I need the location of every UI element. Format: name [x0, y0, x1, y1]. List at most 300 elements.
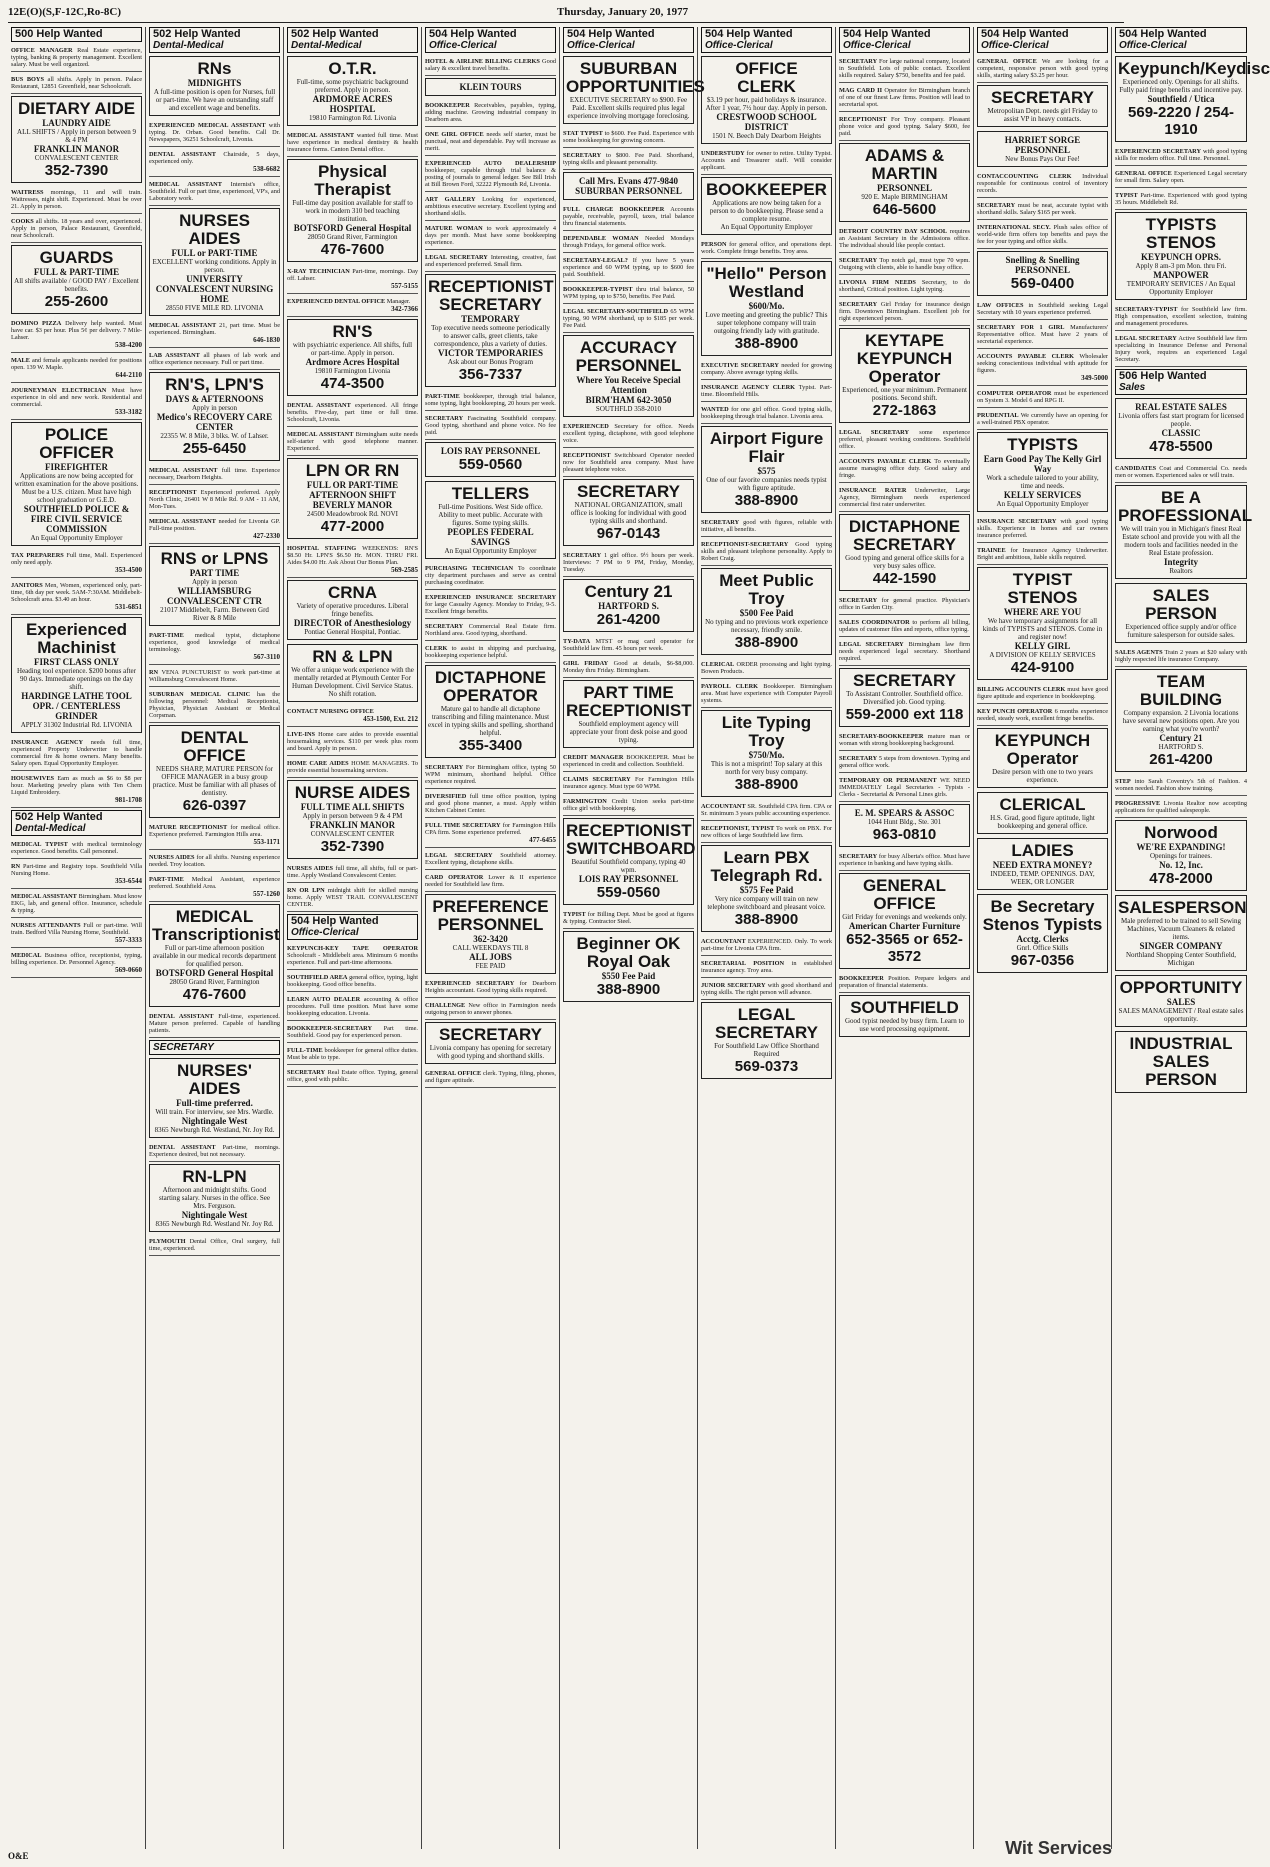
classified-column: [146, 27, 284, 1849]
section-header: [149, 27, 280, 53]
ad-body: [701, 541, 832, 562]
ad-body: [563, 552, 694, 573]
ad-lead: SECRETARY: [563, 552, 602, 559]
classified-ad: [287, 400, 418, 427]
display-ad: [1115, 485, 1253, 579]
display-phone: 355-3400: [458, 737, 523, 754]
ad-lead: LAB ASSISTANT: [149, 352, 200, 359]
display-address: 8365 Newburgh Rd. Westland Nr. Joy Rd.: [155, 1220, 274, 1228]
ad-body: [425, 58, 556, 72]
display-ad: [1115, 212, 1247, 300]
display-ad: [425, 665, 556, 758]
ad-lead: DENTAL ASSISTANT: [287, 402, 351, 409]
display-headline: OFFICE CLERK: [735, 59, 798, 96]
ad-lead: PRUDENTIAL: [977, 412, 1019, 419]
ad-lead: LIVONIA FIRM NEEDS: [839, 279, 916, 286]
ad-text: Top notch gal, must type 70 wpm. Outgoing with clients, able to handle busy office.: [839, 257, 970, 271]
display-headline: LADIES: [1011, 841, 1074, 860]
section-header: [287, 914, 418, 940]
classified-ad: [149, 630, 280, 665]
ad-lead: MEDICAL ASSISTANT: [149, 322, 217, 329]
display-phone: 569-0400: [1010, 275, 1075, 292]
ad-text: mornings, 11 and will train. Waitresses, night shift. Experienced. Must be over 21. Apply in person.: [11, 189, 142, 210]
section-title: 502 Help Wanted: [153, 28, 241, 40]
ad-text: Earn as much as $6 to $8 per hour. Marketing jewelry plans with Ten Chem Liquid Embroidery.: [11, 775, 143, 796]
classified-ad: [701, 517, 832, 537]
ad-lead: HOUSEWIVES: [11, 775, 55, 782]
display-body: Love meeting and greeting the public? This super telephone company will train outgoing friendly lady with gratitude.: [705, 311, 828, 335]
ad-body: [563, 257, 694, 278]
classified-ad: [701, 539, 832, 566]
display-body: 920 E. Maple BIRMINGHAM: [861, 193, 948, 201]
ad-lead: CONTACT NURSING OFFICE: [287, 708, 374, 715]
ad-body: [839, 853, 970, 867]
display-subhead: KLEIN TOURS: [459, 82, 522, 92]
display-phone: 388-8900: [734, 634, 799, 651]
ad-body: [425, 131, 556, 152]
ad-body: [839, 597, 970, 611]
display-headline: Learn PBX Telegraph Rd.: [710, 848, 823, 885]
ad-body: [149, 322, 280, 336]
ad-body: [11, 952, 142, 966]
classified-ad: [977, 388, 1108, 408]
ad-body: [839, 641, 970, 662]
ad-text: for one girl office. Good typing skills, bookkeeping through trial balance. Livonia area.: [701, 406, 832, 420]
classified-ad: [11, 773, 142, 808]
display-body: Metropolitan Dept. needs girl Friday to assist VP in heavy contacts.: [987, 107, 1098, 123]
section-subtitle: Dental-Medical: [15, 823, 86, 834]
ad-body: [839, 279, 970, 293]
display-address: An Equal Opportunity Employer: [444, 547, 537, 555]
display-address: 28050 Grand River, Farmington: [169, 978, 260, 986]
display-ad: [425, 894, 556, 974]
ad-text: Commercial Real Estate firm. Northland area. Good typing, shorthand.: [425, 623, 556, 637]
classified-ad: [149, 516, 280, 544]
display-subhead: WE'RE EXPANDING!: [1136, 842, 1226, 852]
display-ad: [149, 1058, 280, 1138]
display-ad: [839, 514, 970, 591]
display-phone: 569-2220 / 254-1910: [1128, 104, 1234, 138]
ad-text: experienced. All fringe benefits. Five-day, part time or full time. Schoolcraft, Livonia.: [287, 402, 419, 423]
ad-body: [149, 489, 280, 510]
ad-body: [563, 206, 694, 227]
ad-body: [425, 565, 556, 586]
display-headline: SECRETARY: [853, 671, 956, 690]
ad-lead: TRAINEE: [977, 547, 1006, 554]
display-ad: [149, 546, 280, 626]
display-ad: [287, 458, 418, 539]
display-ad: [701, 568, 832, 655]
display-ad: [563, 172, 694, 200]
display-company: DIRECTOR of Anesthesiology: [293, 618, 412, 628]
classified-ad: [149, 350, 280, 370]
ad-body: [839, 257, 970, 271]
classified-ad: [839, 299, 970, 326]
classified-ad: [839, 85, 970, 112]
classified-ad: [1115, 304, 1247, 331]
classified-ad: [977, 222, 1108, 249]
ad-lead: COOKS: [11, 218, 34, 225]
ad-lead: BUS BOYS: [11, 76, 44, 83]
display-body: Male preferred to be trained to sell Sewing Machines, Vacuum Cleaners & related items.: [1121, 917, 1241, 941]
display-body: Good typist needed by busy firm. Learn to use word processing equipment.: [845, 1017, 964, 1033]
ad-text: for Southfield law firm. High compensation, excellent selection, training and management procedures.: [1115, 306, 1247, 327]
ad-body: [701, 982, 832, 996]
display-ad: [11, 96, 142, 183]
display-headline: DICTAPHONE OPERATOR: [434, 668, 547, 705]
ad-body: [977, 202, 1108, 216]
ad-text: to $800. Fee Paid. Shorthand, typing skills and pleasant personality.: [563, 152, 694, 166]
display-company: BOTSFORD General Hospital: [155, 968, 274, 978]
ad-body: [563, 754, 694, 768]
ad-lead: SECRETARY FOR 1 GIRL: [977, 324, 1065, 331]
display-phone: 967-0143: [596, 525, 661, 542]
display-company: Nightingale West: [181, 1210, 248, 1220]
display-body: Experienced office supply and/or office furniture salesperson for outside sales.: [1125, 623, 1237, 639]
ad-body: [839, 975, 970, 989]
display-address: SOUTHFLD 358-2010: [595, 405, 662, 413]
display-headline: Meet Public Troy: [719, 571, 814, 608]
display-body: Girl Friday for evenings and weekends only.: [842, 913, 967, 921]
ad-phone: 349-5000: [1081, 374, 1108, 382]
display-subhead: HARRIET SORGE PERSONNEL: [1004, 135, 1081, 155]
ad-body: [977, 224, 1108, 245]
ad-lead: CLERK: [425, 645, 448, 652]
classified-ad: [11, 737, 142, 771]
ad-body: [11, 320, 142, 341]
section-title: 500 Help Wanted: [15, 28, 103, 40]
ad-text: Good salary & excellent travel benefits.: [425, 58, 557, 72]
ad-text: Underwriter, Large Agency, Birmingham needs experienced commercial first rater underwriter.: [839, 487, 970, 508]
display-address: An Equal Opportunity Employer: [30, 534, 123, 542]
section-title: 504 Help Wanted: [1119, 28, 1207, 40]
display-headline: KEYPUNCH Operator: [994, 731, 1091, 768]
section-subtitle: Office-Clerical: [981, 40, 1049, 51]
ad-body: [287, 996, 418, 1017]
ad-body: [701, 825, 832, 839]
ad-text: Switchboard Operator needed now for Southfield area company. Must have pleasant telephone voice.: [563, 452, 695, 473]
display-address: CONVALESCENT CENTER: [310, 830, 395, 838]
display-ad: [149, 208, 280, 316]
ad-phone: 477-6455: [529, 836, 556, 844]
ad-lead: ART GALLERY: [425, 196, 476, 203]
ad-body: [425, 852, 556, 866]
display-headline: CLERICAL: [999, 795, 1086, 814]
display-company: SINGER COMPANY: [1139, 941, 1223, 951]
ad-body: [149, 352, 280, 366]
display-ad: [701, 56, 832, 144]
display-headline: RNS or LPNS: [160, 549, 269, 568]
classified-ad: [11, 891, 142, 918]
display-address: 19810 Farmington Rd. Livonia: [308, 114, 397, 122]
ad-text: bookkeeper, through trial balance, some typing, light bookkeeping, 20 hours per week.: [425, 393, 556, 407]
display-address: 21017 Middlebelt, Farm. Between Grd River & 8 Mile: [160, 606, 269, 622]
display-phone: 646-5600: [872, 201, 937, 218]
ad-body: [11, 775, 142, 796]
display-address: TEMPORARY SERVICES / An Equal Opportunity Employer: [1126, 280, 1236, 296]
ad-lead: INSURANCE RATER: [839, 487, 907, 494]
display-phone: 963-0810: [872, 826, 937, 843]
classified-column: [836, 27, 974, 1849]
ad-lead: JUNIOR SECRETARY: [701, 982, 766, 989]
display-headline: OPPORTUNITY: [1119, 978, 1243, 997]
ad-body: [1115, 306, 1247, 327]
display-headline: LPN OR RN: [305, 461, 400, 480]
display-body: Apply in person between 9 & 4 PM: [302, 812, 403, 820]
ad-phone: 553-1171: [253, 838, 280, 846]
ad-body: [977, 547, 1108, 561]
display-headline: NURSE AIDES: [294, 783, 411, 802]
ad-lead: GENERAL OFFICE: [977, 58, 1037, 65]
ad-lead: GENERAL OFFICE: [425, 1070, 482, 1077]
display-headline: TELLERS: [451, 484, 530, 503]
ad-text: Internist's office, Southfield. Full or part time, experienced, VP's, and Laboratory work.: [149, 181, 280, 202]
classified-ad: [149, 1142, 280, 1162]
display-body: Will train. For interview, see Mrs. Wardle.: [155, 1108, 274, 1116]
display-company: HARTFORD S.: [598, 601, 659, 611]
ad-body: [149, 1013, 280, 1034]
ad-body: [425, 764, 556, 785]
classified-ad: [287, 429, 418, 456]
display-subhead: SALES: [1166, 997, 1196, 1007]
display-ad: [287, 580, 418, 640]
display-ad: [1115, 820, 1247, 891]
ad-body: [287, 731, 418, 752]
display-company: SOUTHFIELD POLICE & FIRE CIVIL SERVICE COMMISSION: [23, 504, 130, 534]
ad-body: [977, 518, 1108, 539]
display-address: 28550 FIVE MILE RD. LIVONIA: [165, 304, 264, 312]
classified-ad: [11, 187, 142, 214]
ad-text: Must have experience in old and new work. Residential and commercial.: [11, 387, 142, 408]
ad-text: 1 girl office. 9½ hours per week. Interviews: 7 PM to 9 PM, Friday, Monday, Tuesday.: [563, 552, 695, 573]
classified-ad: [287, 543, 418, 578]
classified-ad: [287, 706, 418, 727]
display-subhead: Full-time preferred.: [176, 1098, 253, 1108]
classified-ad: [563, 150, 694, 170]
display-body: Mature gal to handle all dictaphone transcribing and filing maintenance. Must excel in typing skills and spelling, shorthand helpful.: [428, 705, 554, 737]
display-headline: "Hello" Person Westland: [706, 264, 827, 301]
ad-text: Birmingham suite needs self-starter with good telephone manner. Experienced.: [287, 431, 418, 452]
classified-ad: [839, 851, 970, 871]
ad-text: Receivables, payables, typing, adding machine. Growing industrial company in Dearborn area.: [425, 102, 556, 123]
display-ad: [977, 85, 1108, 127]
section-subtitle: Office-Clerical: [843, 40, 911, 51]
display-subhead: Earn Good Pay The Kelly Girl Way: [983, 454, 1102, 474]
classified-ad: [977, 56, 1108, 83]
ad-text: requires an Assistant Secretary in the Admissions office. The individual should like people contact.: [839, 228, 970, 249]
display-phone: 388-8900: [734, 335, 799, 352]
ad-body: [839, 429, 970, 450]
section-title: 504 Help Wanted: [705, 28, 793, 40]
ad-lead: LEGAL SECRETARY: [839, 429, 910, 436]
display-headline: Experienced Machinist: [25, 620, 128, 657]
display-ad: [287, 159, 418, 262]
ad-text: Part-time and Registry tops. Southfield Villa Nursing Home.: [11, 863, 142, 877]
display-ad: [1115, 56, 1270, 142]
display-address: HARTFORD S.: [1158, 743, 1204, 751]
display-company: Nightingale West: [181, 1116, 248, 1126]
ad-text: WEEKENDS: RN'S $8.50 Hr. LPN'S $6.50 Hr. MON. THRU FRI. Aides $4.00 Hr. Ask About Our Bonus Plan.: [287, 545, 418, 566]
ad-text: must be experienced on System 3. Model 6 and RPG II.: [977, 390, 1108, 404]
classified-ad: [563, 909, 694, 929]
display-body: Openings for trainees.: [1149, 852, 1212, 860]
display-phone: 967-0356: [1010, 952, 1075, 969]
display-subhead: $550 Fee Paid: [601, 971, 656, 981]
ad-phone: 531-6851: [115, 603, 142, 611]
display-company: UNIVERSITY CONVALESCENT NURSING HOME: [155, 274, 274, 304]
ad-phone: 569-2585: [391, 566, 418, 574]
classified-ad: [1115, 146, 1247, 166]
ad-lead: UNDERSTUDY: [701, 150, 745, 157]
ad-text: Chairside, 5 days, experienced only.: [149, 151, 281, 165]
ad-text: SR. Southfield CPA firm. CPA or Sr. minimum 3 years public accounting experience.: [701, 803, 832, 817]
ad-lead: RECEPTIONIST: [839, 116, 887, 123]
display-body: EXCELLENT working conditions. Apply in person.: [152, 258, 277, 274]
display-company: Southfield / Utica: [1147, 94, 1215, 104]
classified-ad: [839, 114, 970, 141]
ad-text: needed for Livonia GP. Full-time position.: [149, 518, 280, 532]
display-company: CLASSIC: [1161, 428, 1201, 438]
classified-ad: [839, 277, 970, 297]
ad-body: [149, 669, 280, 683]
display-phone: 559-0560: [458, 456, 523, 473]
classified-ad: [287, 729, 418, 756]
ad-body: [425, 1070, 556, 1084]
ad-lead: MEDICAL ASSISTANT: [287, 132, 355, 139]
ad-body: [563, 660, 694, 674]
display-ad: [563, 818, 694, 905]
ad-text: to work approximately 4 days per month. Must have some bookkeeping experience.: [425, 225, 556, 246]
ad-phone: 533-3182: [115, 408, 142, 416]
section-header: [839, 27, 970, 53]
ad-lead: MEDICAL ASSISTANT: [149, 518, 216, 525]
ad-lead: MEDICAL: [11, 952, 42, 959]
classified-ad: [287, 296, 418, 317]
display-subhead: REAL ESTATE SALES: [1135, 402, 1227, 412]
ad-text: Position. Prepare ledgers and preparation of financial statements.: [839, 975, 970, 989]
display-ad: [287, 319, 418, 396]
ad-body: [701, 150, 832, 171]
classified-ad: [1115, 168, 1247, 188]
display-company: ARDMORE ACRES HOSPITAL: [312, 94, 393, 114]
display-phone: 626-0397: [182, 797, 247, 814]
ad-lead: SECRETARY: [977, 202, 1016, 209]
display-body: Applications are now being taken for a person to do bookkeeping. Please send a complete resume.: [709, 199, 824, 223]
classified-ad: [149, 179, 280, 206]
ad-phone: 453-1500, Ext. 212: [363, 715, 418, 723]
ad-lead: MEDICAL TYPIST: [11, 841, 68, 848]
ad-body: [287, 1069, 418, 1083]
display-ad: [977, 567, 1108, 680]
display-body: Full-time Positions. West Side office. Ability to meet public. Accurate with figures. Some typing skills.: [438, 503, 543, 527]
display-subhead: FULL or PART-TIME: [171, 248, 258, 258]
ad-lead: NURSES AIDES: [287, 865, 334, 872]
classified-ad: [977, 200, 1108, 220]
ad-text: Full time, Mall. Experienced only need apply.: [11, 552, 143, 566]
classified-ad: [977, 171, 1108, 198]
display-subhead: 362-3420: [473, 934, 508, 944]
ad-lead: CHALLENGE: [425, 1002, 466, 1009]
display-ad: [839, 873, 970, 969]
display-phone: 652-3565 or 652-3572: [846, 931, 963, 965]
display-ad: [563, 479, 694, 546]
ad-lead: ONE GIRL OFFICE: [425, 131, 484, 138]
classified-ad: [425, 762, 556, 789]
display-subhead: NEED EXTRA MONEY?: [992, 860, 1093, 870]
display-ad: [11, 422, 142, 546]
ad-text: for general practice. Physician's office in Garden City.: [839, 597, 970, 611]
display-phone: 272-1863: [872, 402, 937, 419]
ad-body: [287, 431, 418, 452]
classified-ad: [839, 595, 970, 615]
classified-ad: [977, 684, 1108, 704]
ad-body: [977, 58, 1108, 79]
ad-body: [977, 173, 1108, 194]
ad-lead: EXPERIENCED MEDICAL ASSISTANT: [149, 122, 266, 129]
classified-ad: [425, 413, 556, 440]
display-headline: RN'S: [332, 322, 373, 341]
ad-text: in Southfield seeking Legal Secretary with 10 years experience preferred.: [977, 302, 1108, 316]
ad-lead: EXPERIENCED: [563, 423, 609, 430]
ad-body: [11, 387, 142, 408]
ad-text: all shifts. 18 years and over, experienced. Apply in person, Palace Restaurant, Greenfield, near Schoolcraft.: [11, 218, 142, 239]
display-body: Experienced, one year minimum. Permanent positions. Second shift.: [842, 386, 967, 402]
classified-ad: [563, 796, 694, 816]
classified-ad: [425, 56, 556, 76]
classified-ad: [563, 204, 694, 231]
ad-text: for owner to retire. Utility Typist. Accounts and Treasurer staff. Will consider applicant.: [701, 150, 832, 171]
ad-lead: CLAIMS SECRETARY: [563, 776, 631, 783]
display-body: Full or part-time afternoon position available in our medical records department for qualified person.: [152, 944, 277, 968]
ad-body: [977, 302, 1108, 316]
ad-lead: MEDICAL ASSISTANT: [149, 181, 222, 188]
ad-lead: MALE: [11, 357, 30, 364]
classified-ad: [425, 158, 556, 192]
ad-lead: PART-TIME: [149, 876, 184, 883]
display-company: Medico's RECOVERY CARE CENTER: [156, 412, 273, 432]
ad-lead: PERSON: [701, 241, 727, 248]
ad-lead: JOURNEYMAN ELECTRICIAN: [11, 387, 107, 394]
ad-lead: SECRETARY: [287, 1069, 326, 1076]
display-body: This is not a misprint! Top salary at this north for very busy company.: [710, 760, 823, 776]
ad-body: [977, 412, 1108, 426]
ad-phone: 538-4200: [115, 341, 142, 349]
display-headline: RNs: [197, 59, 232, 78]
ad-text: Part-time, mornings. Day off. Lahser.: [287, 268, 419, 282]
display-body: NATIONAL ORGANIZATION, small office is looking for individual with good typing skills and shorthand.: [570, 501, 687, 525]
display-headline: BE A PROFESSIONAL: [1118, 488, 1253, 525]
ad-body: [287, 402, 418, 423]
display-headline: SALES PERSON: [1145, 586, 1217, 623]
ad-phone: 569-0660: [115, 966, 142, 974]
display-headline: RN & LPN: [312, 647, 393, 666]
ad-lead: RECEPTIONIST, TYPIST: [701, 825, 775, 832]
classified-ad: [287, 130, 418, 157]
ad-body: [287, 974, 418, 988]
ad-text: For Birmingham office, typing 50 WPM minimum, shorthand helpful. Office experience required.: [425, 764, 556, 785]
ad-lead: SECRETARY: [425, 415, 464, 422]
classified-ad: [11, 355, 142, 383]
ad-body: [287, 132, 418, 153]
display-phone: 352-7390: [320, 838, 385, 855]
ad-lead: PLYMOUTH: [149, 1238, 186, 1245]
ad-body: [11, 922, 142, 936]
classified-ad: [287, 266, 418, 294]
display-headline: INDUSTRIAL SALES PERSON: [1129, 1034, 1233, 1089]
ad-lead: STAT TYPIST: [563, 130, 603, 137]
display-subhead: KEYPUNCH OPRS.: [1140, 252, 1221, 262]
display-headline: BOOKKEEPER: [706, 180, 827, 199]
